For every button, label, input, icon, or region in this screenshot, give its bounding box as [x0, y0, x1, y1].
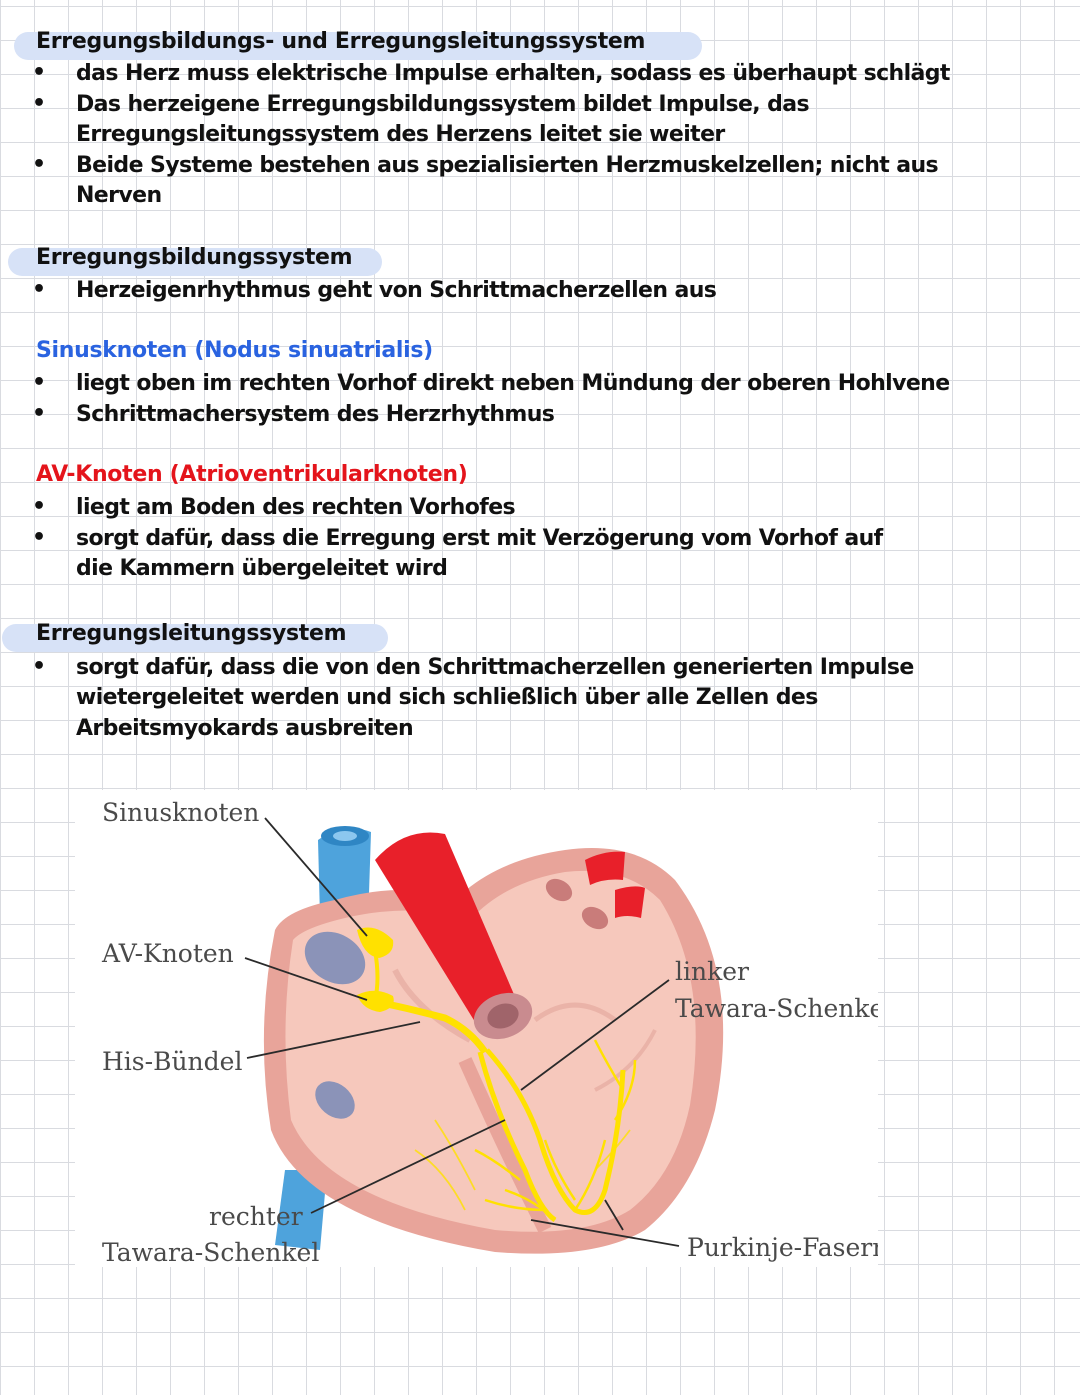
heading-sinusknoten: Sinusknoten (Nodus sinuatrialis) [36, 338, 433, 363]
av-line-1: liegt am Boden des rechten Vorhofes [76, 495, 516, 520]
leitung-line-3: Arbeitsmyokards ausbreiten [76, 716, 414, 741]
heading-bildung: Erregungsbildungssystem [36, 245, 353, 270]
heading-leitung: Erregungsleitungssystem [36, 621, 347, 646]
bullet-dot: • [32, 152, 47, 177]
av-line-3: die Kammern übergeleitet wird [76, 556, 448, 581]
pulmonary-vein [615, 886, 645, 918]
intro-line-5: Nerven [76, 183, 162, 208]
label-sinusknoten: Sinusknoten [102, 798, 260, 827]
bullet-dot: • [32, 60, 47, 85]
bullet-dot: • [32, 370, 47, 395]
label-av-knoten: AV-Knoten [102, 939, 234, 968]
label-linker-1: linker [675, 957, 749, 986]
heart-illustration [75, 790, 878, 1267]
bullet-dot: • [32, 277, 47, 302]
leitung-line-1: sorgt dafür, dass die von den Schrittmacherzellen generierten Impulse [76, 655, 914, 680]
label-rechter-2: Tawara-Schenkel [102, 1238, 320, 1267]
bullet-dot: • [32, 654, 47, 679]
label-rechter-1: rechter [209, 1202, 303, 1231]
intro-line-2: Das herzeigene Erregungsbildungssystem bildet Impulse, das [76, 92, 809, 117]
intro-line-3: Erregungsleitungssystem des Herzens leitet sie weiter [76, 122, 725, 147]
av-line-2: sorgt dafür, dass die Erregung erst mit Verzögerung vom Vorhof auf [76, 526, 883, 551]
intro-line-4: Beide Systeme bestehen aus spezialisierten Herzmuskelzellen; nicht aus [76, 153, 939, 178]
label-linker-2: Tawara-Schenkel [675, 994, 878, 1023]
sinus-line-1: liegt oben im rechten Vorhof direkt neben Mündung der oberen Hohlvene [76, 371, 950, 396]
intro-line-1: das Herz muss elektrische Impulse erhalten, sodass es überhaupt schlägt [76, 61, 950, 86]
bullet-dot: • [32, 494, 47, 519]
bullet-dot: • [32, 525, 47, 550]
sinus-line-2: Schrittmachersystem des Herzrhythmus [76, 402, 555, 427]
bullet-dot: • [32, 401, 47, 426]
heading-intro: Erregungsbildungs- und Erregungsleitungssystem [36, 29, 646, 54]
heading-av-knoten: AV-Knoten (Atrioventrikularknoten) [36, 462, 468, 487]
heart-diagram [75, 790, 878, 1267]
label-purkinje: Purkinje-Fasern [687, 1233, 878, 1262]
bildung-line-1: Herzeigenrhythmus geht von Schrittmacherzellen aus [76, 278, 717, 303]
label-his-buendel: His-Bündel [102, 1047, 243, 1076]
leitung-line-2: wietergeleitet werden und sich schließlich über alle Zellen des [76, 685, 818, 710]
bullet-dot: • [32, 91, 47, 116]
